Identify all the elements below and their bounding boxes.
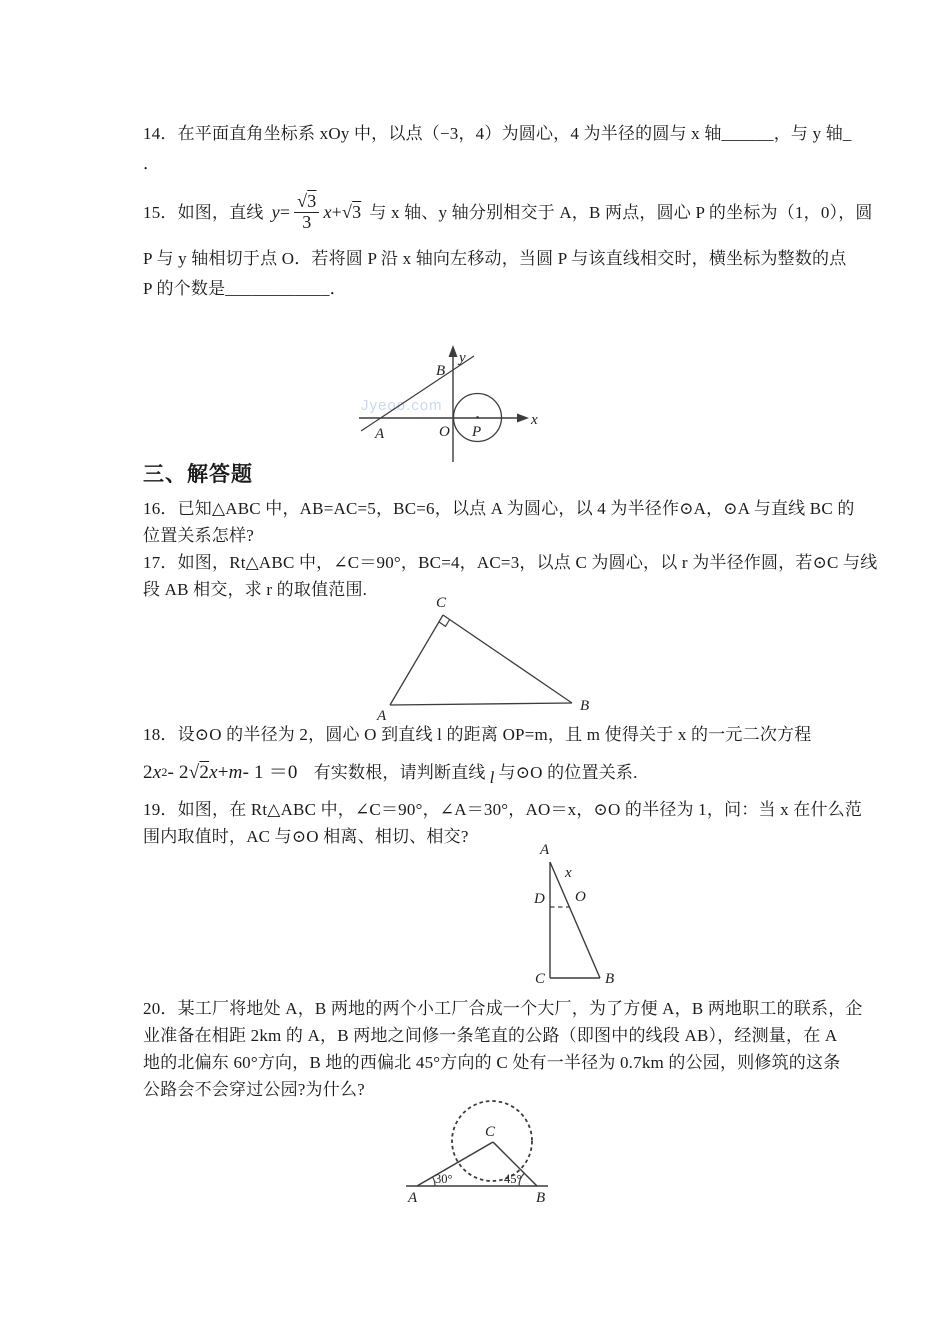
problem-17-line-2: 段 AB 相交，求 r 的取值范围. [143, 580, 368, 599]
label-y: y [459, 350, 466, 366]
label-C: C [535, 971, 546, 987]
problem-18-line-2 [143, 748, 638, 796]
formula-plus: + [331, 201, 343, 222]
side-AB [390, 703, 572, 705]
label-A: A [408, 1190, 418, 1206]
label-x: x [565, 865, 572, 881]
problem-20-line-1: 20．某工厂将地处 A，B 两地的两个小工厂合成一个大厂，为了方便 A，B 两地职工的联系，企 [143, 999, 863, 1018]
var-m: m [228, 761, 243, 783]
problem-16-line-1: 16．已知△ABC 中，AB=AC=5，BC=6，以点 A 为圆心，以 4 为半径作⊙A，⊙A 与直线 BC 的 [143, 499, 855, 518]
var-x: x [152, 761, 162, 783]
label-D: D [534, 891, 545, 907]
label-B: B [536, 1190, 546, 1206]
figure-problem-19 [480, 841, 680, 995]
side-AB [550, 862, 600, 978]
label-A: A [375, 426, 385, 442]
coef: 2 [143, 761, 153, 783]
line-equation-15 [272, 192, 362, 233]
watermark: Jyeoo.com [361, 397, 443, 414]
label-A: A [540, 842, 550, 858]
problem-20-line-2: 业准备在相距 2km 的 A，B 两地之间修一条笔直的公路（即图中的线段 AB），经测量，在 A [143, 1026, 838, 1045]
right-angle-mark [439, 620, 450, 627]
problem-16-line-2: 位置关系怎样? [143, 526, 254, 545]
line-AB [361, 356, 474, 431]
label-C: C [485, 1124, 496, 1140]
label-B: B [580, 698, 590, 714]
formula-fraction [294, 192, 319, 233]
minus-coef: - 2 [167, 761, 189, 783]
problem-14-line-2: ． [143, 154, 161, 173]
radicand: 2 [199, 761, 210, 783]
problem-15-line-2: P 与 y 轴相切于点 O．若将圆 P 沿 x 轴向左移动，当圆 P 与该直线相交时，横坐标为整数的点 [143, 249, 847, 268]
problem-15-text-pre: 15．如图，直线 [143, 202, 264, 222]
problem-18-text-post2: 与⊙O 的位置关系. [498, 762, 638, 782]
label-A: A [377, 708, 387, 724]
problem-15-text-post: 与 x 轴、y 轴分别相交于 A，B 两点，圆心 P 的坐标为（1，0），圆 [369, 202, 873, 222]
label-C: C [436, 595, 447, 611]
problem-20-line-4: 公路会不会穿过公园?为什么? [143, 1080, 365, 1099]
problem-15-line-3: P 的个数是____________． [143, 279, 347, 298]
x-axis-arrow [517, 414, 529, 423]
angle-B-value: 45° [504, 1172, 522, 1186]
figure-problem-20 [378, 1089, 602, 1225]
sqrt-sign: √ [188, 761, 200, 783]
figure-problem-15 [353, 342, 548, 468]
side-CA [390, 615, 443, 705]
quadratic-equation: 2 x 2 - 2 √ 2 x + m - 1 ＝0 [143, 761, 298, 783]
label-x: x [531, 412, 538, 428]
sqrt-sign: √ [297, 190, 308, 211]
angle-A-value: 30° [435, 1172, 453, 1186]
equation-end: - 1 ＝0 [242, 761, 298, 783]
fraction-numerator [294, 192, 319, 213]
problem-19-line-2: 围内取值时，AC 与⊙O 相离、相切、相交? [143, 827, 469, 846]
problem-14-line-1: 14．在平面直角坐标系 xOy 中，以点（−3，4）为圆心，4 为半径的圆与 x 轴______，与 y 轴_ [143, 124, 852, 143]
label-O: O [575, 889, 586, 905]
problem-15-line-1 [143, 181, 873, 243]
formula-y: y [271, 201, 280, 222]
label-O: O [439, 424, 450, 440]
problem-17-line-1: 17．如图，Rt△ABC 中，∠C＝90°，BC=4，AC=3，以点 C 为圆心，以 r 为半径作圆，若⊙C 与线 [143, 553, 878, 572]
formula-equals: = [279, 201, 291, 222]
problem-18-line-1: 18．设⊙O 的半径为 2，圆心 O 到直线 l 的距离 OP=m，且 m 使得关于 x 的一元二次方程 [143, 725, 812, 744]
sqrt-sign: √ [342, 201, 353, 222]
label-P: P [472, 424, 482, 440]
figure-problem-17 [350, 592, 630, 724]
y-axis-arrow [449, 345, 458, 357]
formula-x: x [323, 201, 332, 222]
radicand: 3 [352, 201, 362, 222]
side-CB [443, 615, 572, 703]
problem-19-line-1: 19．如图，在 Rt△ABC 中，∠C＝90°，∠A＝30°，AO＝x，⊙O 的半径为 1，问：当 x 在什么范 [143, 800, 863, 819]
fraction-denominator: 3 [302, 211, 312, 232]
problem-20-line-3: 地的北偏东 60°方向，B 地的西偏北 45°方向的 C 处有一半径为 0.7km 的公园，则修筑的这条 [143, 1053, 841, 1072]
problem-18-text-post: 有实数根，请判断直线 [313, 762, 486, 782]
line-l-symbol: l [489, 767, 495, 787]
center-point-P [476, 416, 479, 419]
label-B: B [436, 363, 446, 379]
section-3-header: 三、解答题 [143, 463, 253, 486]
var-x: x [209, 761, 218, 783]
radicand: 3 [307, 190, 317, 211]
plus: + [217, 761, 229, 783]
label-B: B [605, 971, 615, 987]
